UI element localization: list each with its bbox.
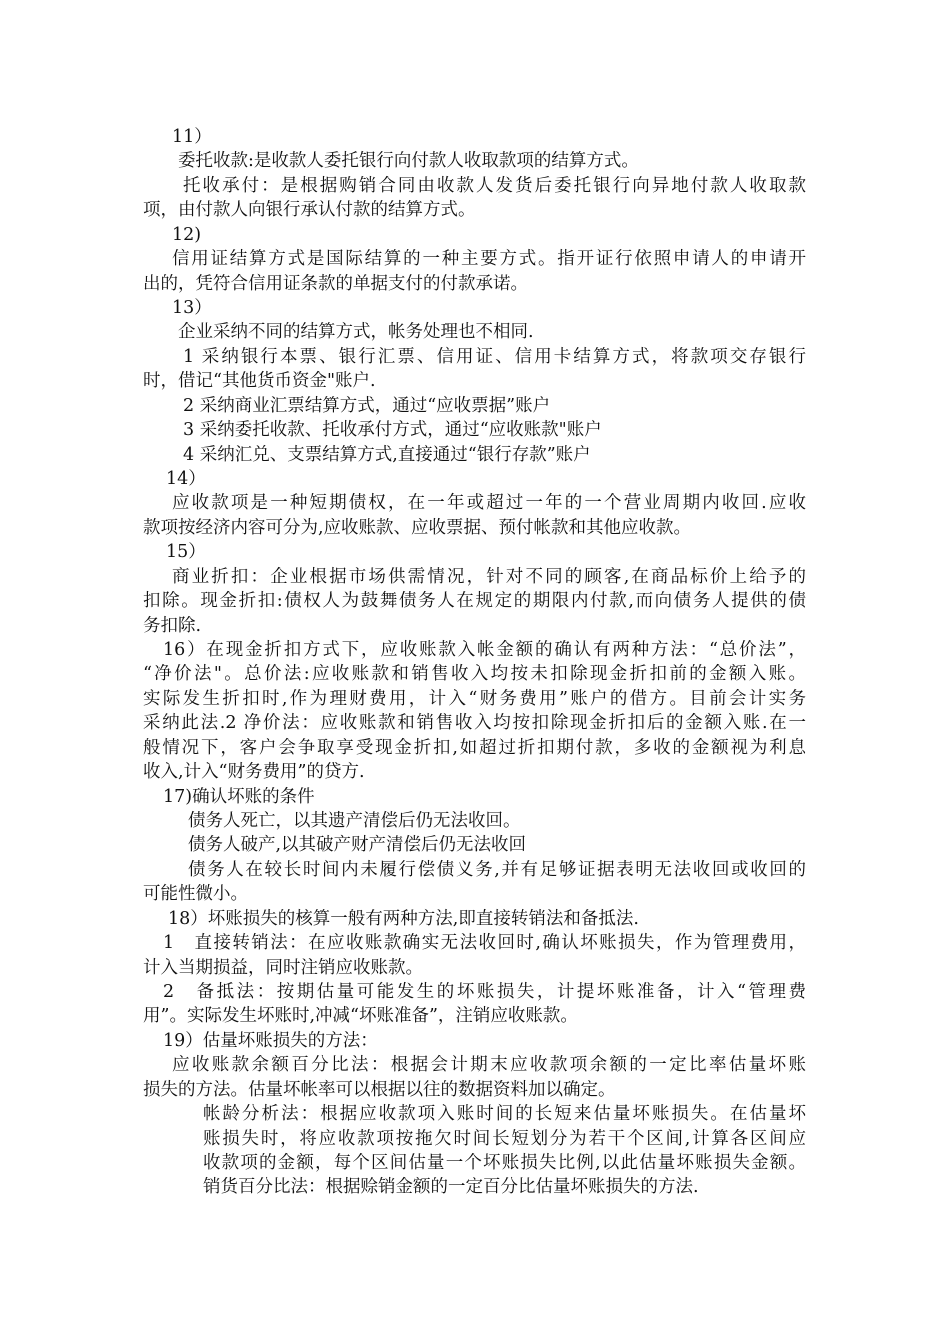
paragraph-line: 应收账款余额百分比法：根据会计期末应收款项余额的一定比率估量坏账 xyxy=(172,1055,806,1075)
paragraph-line: 收款项的金额，每个区间估量一个坏账损失比例,以此估量坏账损失金额。 xyxy=(203,1153,806,1173)
section-number: 12) xyxy=(172,225,202,245)
list-item: 债务人在较长时间内未履行偿债义务,并有足够证据表明无法收回或收回的 xyxy=(188,860,806,880)
list-item: 3 采纳委托收款、托收承付方式，通过“应收账款"账户 xyxy=(183,420,602,440)
list-item: 1 采纳银行本票、银行汇票、信用证、信用卡结算方式，将款项交存银行 xyxy=(183,347,806,367)
paragraph-line: 实际发生折扣时,作为理财费用，计入“财务费用”账户的借方。目前会计实务 xyxy=(143,689,806,709)
paragraph-line: 出的，凭符合信用证条款的单据支付的付款承诺。 xyxy=(143,274,528,294)
paragraph-line: 销货百分比法：根据赊销金额的一定百分比估量坏账损失的方法. xyxy=(203,1177,699,1197)
paragraph-line: 企业采纳不同的结算方式，帐务处理也不相同. xyxy=(178,322,534,342)
paragraph-line: 采纳此法.2 净价法：应收账款和销售收入均按扣除现金折扣后的金额入账.在一 xyxy=(143,713,806,733)
paragraph-line: 用”。实际发生坏账时,冲减“坏账准备”，注销应收账款。 xyxy=(143,1006,578,1026)
paragraph-line: 款项按经济内容可分为,应收账款、应收票据、预付帐款和其他应收款。 xyxy=(143,518,692,538)
paragraph-line: 托收承付：是根据购销合同由收款人发货后委托银行向异地付款人收取款 xyxy=(183,176,806,196)
section-heading: 18）坏账损失的核算一般有两种方法,即直接转销法和备抵法. xyxy=(168,909,639,929)
paragraph-line: 信用证结算方式是国际结算的一种主要方式。指开证行依照申请人的申请开 xyxy=(172,249,806,269)
paragraph-line: 可能性微小。 xyxy=(143,884,248,904)
list-item: 4 采纳汇兑、支票结算方式,直接通过“银行存款”账户 xyxy=(183,445,591,465)
paragraph-line: 般情况下，客户会争取享受现金折扣,如超过折扣期付款，多收的金额视为利息 xyxy=(143,738,806,758)
section-number: 15） xyxy=(166,542,206,562)
paragraph-line: 应收款项是一种短期债权，在一年或超过一年的一个营业周期内收回.应收 xyxy=(172,493,806,513)
list-item: 2 采纳商业汇票结算方式，通过“应收票据”账户 xyxy=(183,396,551,416)
section-number: 14） xyxy=(166,469,206,489)
list-item: 债务人死亡，以其遗产清偿后仍无法收回。 xyxy=(188,811,521,831)
paragraph-line: 损失的方法。估量坏帐率可以根据以往的数据资料加以确定。 xyxy=(143,1080,616,1100)
paragraph-line: 收入,计入“财务费用”的贷方. xyxy=(143,762,365,782)
paragraph-line: 扣除。现金折扣:债权人为鼓舞债务人在规定的期限内付款,而向债务人提供的债 xyxy=(143,591,806,611)
paragraph-line: 务扣除. xyxy=(143,616,202,636)
paragraph-line: 时，借记“其他货币资金"账户. xyxy=(143,371,376,391)
list-item: 2 备抵法：按期估量可能发生的坏账损失，计提坏账准备，计入“管理费 xyxy=(163,982,806,1002)
paragraph-line: 商业折扣：企业根据市场供需情况，针对不同的顾客,在商品标价上给予的 xyxy=(172,567,806,587)
section-heading: 17)确认坏账的条件 xyxy=(163,787,315,807)
section-number: 11） xyxy=(172,127,212,147)
list-item: 债务人破产,以其破产财产清偿后仍无法收回 xyxy=(188,835,527,855)
paragraph-line: 委托收款:是收款人委托银行向付款人收取款项的结算方式。 xyxy=(178,151,639,171)
paragraph-line: 项，由付款人向银行承认付款的结算方式。 xyxy=(143,200,476,220)
list-item: 1 直接转销法：在应收账款确实无法收回时,确认坏账损失，作为管理费用， xyxy=(163,933,806,953)
section-number: 13） xyxy=(172,298,212,318)
paragraph-line: 16）在现金折扣方式下，应收账款入帐金额的确认有两种方法：“总价法”， xyxy=(163,640,806,660)
paragraph-line: “净价法"。总价法:应收账款和销售收入均按未扣除现金折扣前的金额入账。 xyxy=(143,664,806,684)
paragraph-line: 账损失时，将应收款项按拖欠时间长短划分为若干个区间,计算各区间应 xyxy=(203,1129,806,1149)
section-heading: 19）估量坏账损失的方法： xyxy=(163,1031,378,1051)
paragraph-line: 计入当期损益，同时注销应收账款。 xyxy=(143,958,423,978)
paragraph-line: 帐龄分析法：根据应收款项入账时间的长短来估量坏账损失。在估量坏 xyxy=(203,1104,806,1124)
